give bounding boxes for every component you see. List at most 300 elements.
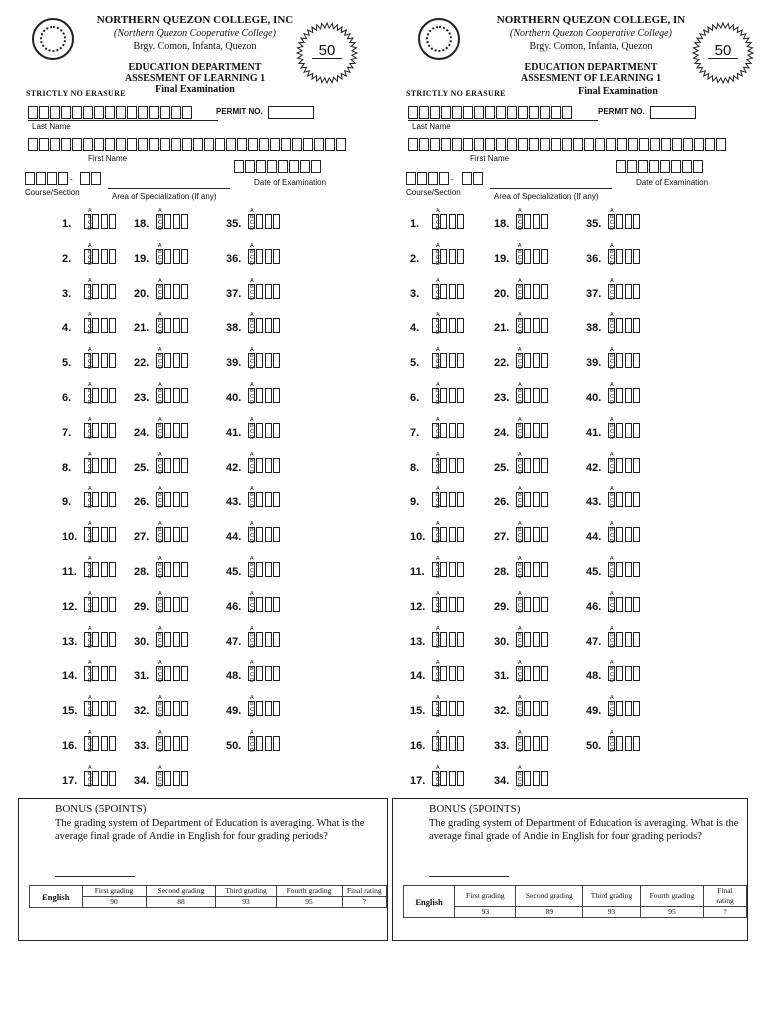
answer-bubble[interactable] [432, 771, 439, 786]
answer-bubble[interactable] [457, 318, 464, 333]
answer-bubble[interactable] [256, 562, 263, 577]
answer-bubble[interactable] [440, 701, 447, 716]
answer-bubble[interactable] [457, 666, 464, 681]
letter-box[interactable] [248, 138, 258, 151]
letter-box[interactable] [638, 160, 648, 173]
answer-bubble[interactable] [616, 458, 623, 473]
answer-bubble[interactable] [164, 318, 171, 333]
answer-bubble[interactable] [457, 562, 464, 577]
answer-bubble[interactable] [432, 318, 439, 333]
letter-box[interactable] [671, 160, 681, 173]
answer-bubble[interactable] [156, 597, 163, 612]
answer-bubble[interactable] [164, 458, 171, 473]
answer-bubble[interactable] [84, 527, 91, 542]
answer-bubble[interactable] [92, 353, 99, 368]
answer-bubble[interactable] [273, 597, 280, 612]
letter-box[interactable] [149, 138, 159, 151]
answer-bubble[interactable] [156, 318, 163, 333]
answer-bubble[interactable] [181, 388, 188, 403]
answer-bubble[interactable] [449, 388, 456, 403]
letter-box[interactable] [50, 106, 60, 119]
answer-bubble[interactable] [432, 527, 439, 542]
answer-bubble[interactable] [256, 492, 263, 507]
answer-bubble[interactable] [633, 423, 640, 438]
answer-bubble[interactable] [533, 492, 540, 507]
answer-bubble[interactable] [181, 666, 188, 681]
answer-bubble[interactable] [541, 423, 548, 438]
answer-bubble[interactable] [164, 423, 171, 438]
answer-bubble[interactable] [265, 597, 272, 612]
letter-box[interactable] [616, 160, 626, 173]
answer-bubble[interactable] [457, 458, 464, 473]
letter-box[interactable] [441, 106, 451, 119]
letter-box[interactable] [160, 138, 170, 151]
answer-bubble[interactable] [156, 284, 163, 299]
answer-bubble[interactable] [432, 632, 439, 647]
answer-bubble[interactable] [616, 388, 623, 403]
answer-bubble[interactable] [109, 492, 116, 507]
answer-bubble[interactable] [164, 492, 171, 507]
answer-bubble[interactable] [633, 214, 640, 229]
answer-bubble[interactable] [608, 527, 615, 542]
answer-bubble[interactable] [101, 284, 108, 299]
answer-bubble[interactable] [84, 492, 91, 507]
answer-bubble[interactable] [533, 284, 540, 299]
answer-bubble[interactable] [440, 423, 447, 438]
answer-bubble[interactable] [101, 597, 108, 612]
letter-box[interactable] [452, 138, 462, 151]
answer-bubble[interactable] [181, 353, 188, 368]
letter-box[interactable] [138, 106, 148, 119]
answer-bubble[interactable] [173, 353, 180, 368]
answer-bubble[interactable] [432, 562, 439, 577]
answer-bubble[interactable] [156, 214, 163, 229]
answer-bubble[interactable] [541, 527, 548, 542]
answer-bubble[interactable] [265, 388, 272, 403]
answer-bubble[interactable] [633, 458, 640, 473]
answer-bubble[interactable] [256, 527, 263, 542]
answer-bubble[interactable] [516, 701, 523, 716]
answer-bubble[interactable] [541, 458, 548, 473]
answer-bubble[interactable] [524, 701, 531, 716]
letter-box[interactable] [281, 138, 291, 151]
answer-bubble[interactable] [92, 562, 99, 577]
answer-bubble[interactable] [608, 214, 615, 229]
letter-box[interactable] [660, 160, 670, 173]
answer-bubble[interactable] [633, 492, 640, 507]
answer-bubble[interactable] [457, 284, 464, 299]
answer-bubble[interactable] [156, 249, 163, 264]
answer-bubble[interactable] [156, 666, 163, 681]
letter-box[interactable] [237, 138, 247, 151]
answer-bubble[interactable] [440, 492, 447, 507]
letter-box[interactable] [716, 138, 726, 151]
answer-bubble[interactable] [92, 701, 99, 716]
letter-box[interactable] [606, 138, 616, 151]
letter-box[interactable] [617, 138, 627, 151]
answer-bubble[interactable] [92, 284, 99, 299]
answer-bubble[interactable] [524, 736, 531, 751]
letter-box[interactable] [267, 160, 277, 173]
answer-bubble[interactable] [273, 284, 280, 299]
answer-bubble[interactable] [616, 492, 623, 507]
letter-box[interactable] [204, 138, 214, 151]
answer-bubble[interactable] [181, 597, 188, 612]
course-boxes[interactable] [406, 172, 450, 185]
answer-bubble[interactable] [432, 701, 439, 716]
answer-bubble[interactable] [633, 562, 640, 577]
answer-bubble[interactable] [256, 214, 263, 229]
answer-bubble[interactable] [156, 353, 163, 368]
answer-bubble[interactable] [164, 249, 171, 264]
answer-bubble[interactable] [608, 562, 615, 577]
answer-bubble[interactable] [516, 666, 523, 681]
answer-bubble[interactable] [256, 597, 263, 612]
answer-bubble[interactable] [432, 388, 439, 403]
answer-bubble[interactable] [625, 458, 632, 473]
letter-box[interactable] [58, 172, 68, 185]
letter-box[interactable] [234, 160, 244, 173]
answer-bubble[interactable] [616, 423, 623, 438]
letter-box[interactable] [28, 138, 38, 151]
letter-box[interactable] [595, 138, 605, 151]
answer-bubble[interactable] [273, 701, 280, 716]
answer-bubble[interactable] [248, 284, 255, 299]
answer-bubble[interactable] [524, 458, 531, 473]
letter-box[interactable] [649, 160, 659, 173]
answer-bubble[interactable] [273, 632, 280, 647]
letter-box[interactable] [683, 138, 693, 151]
answer-bubble[interactable] [533, 771, 540, 786]
answer-bubble[interactable] [440, 318, 447, 333]
answer-bubble[interactable] [181, 492, 188, 507]
answer-bubble[interactable] [432, 284, 439, 299]
letter-box[interactable] [485, 138, 495, 151]
answer-bubble[interactable] [173, 388, 180, 403]
answer-bubble[interactable] [164, 597, 171, 612]
date-boxes[interactable] [616, 160, 704, 173]
answer-bubble[interactable] [524, 318, 531, 333]
answer-bubble[interactable] [608, 458, 615, 473]
answer-bubble[interactable] [109, 562, 116, 577]
letter-box[interactable] [540, 138, 550, 151]
answer-bubble[interactable] [616, 597, 623, 612]
answer-bubble[interactable] [449, 771, 456, 786]
answer-bubble[interactable] [516, 527, 523, 542]
answer-bubble[interactable] [608, 284, 615, 299]
answer-bubble[interactable] [92, 318, 99, 333]
answer-bubble[interactable] [84, 249, 91, 264]
letter-box[interactable] [430, 138, 440, 151]
answer-bubble[interactable] [440, 527, 447, 542]
answer-bubble[interactable] [432, 597, 439, 612]
answer-bubble[interactable] [616, 527, 623, 542]
letter-box[interactable] [72, 138, 82, 151]
answer-bubble[interactable] [109, 736, 116, 751]
answer-bubble[interactable] [248, 701, 255, 716]
answer-bubble[interactable] [533, 423, 540, 438]
answer-bubble[interactable] [457, 492, 464, 507]
answer-bubble[interactable] [524, 562, 531, 577]
answer-bubble[interactable] [156, 458, 163, 473]
answer-bubble[interactable] [608, 666, 615, 681]
answer-bubble[interactable] [156, 701, 163, 716]
letter-box[interactable] [39, 106, 49, 119]
answer-bubble[interactable] [265, 492, 272, 507]
answer-bubble[interactable] [541, 388, 548, 403]
answer-bubble[interactable] [156, 736, 163, 751]
answer-bubble[interactable] [84, 597, 91, 612]
answer-bubble[interactable] [173, 666, 180, 681]
answer-bubble[interactable] [533, 632, 540, 647]
answer-bubble[interactable] [533, 249, 540, 264]
answer-bubble[interactable] [101, 458, 108, 473]
answer-bubble[interactable] [616, 284, 623, 299]
answer-bubble[interactable] [516, 458, 523, 473]
answer-bubble[interactable] [625, 353, 632, 368]
letter-box[interactable] [627, 160, 637, 173]
answer-bubble[interactable] [256, 458, 263, 473]
answer-bubble[interactable] [440, 458, 447, 473]
answer-bubble[interactable] [265, 353, 272, 368]
letter-box[interactable] [628, 138, 638, 151]
answer-bubble[interactable] [84, 318, 91, 333]
answer-bubble[interactable] [101, 666, 108, 681]
answer-bubble[interactable] [457, 701, 464, 716]
answer-bubble[interactable] [181, 771, 188, 786]
answer-bubble[interactable] [273, 736, 280, 751]
answer-bubble[interactable] [516, 736, 523, 751]
letter-box[interactable] [562, 106, 572, 119]
letter-box[interactable] [496, 138, 506, 151]
answer-bubble[interactable] [181, 736, 188, 751]
answer-bubble[interactable] [516, 318, 523, 333]
answer-bubble[interactable] [109, 388, 116, 403]
answer-bubble[interactable] [92, 666, 99, 681]
answer-bubble[interactable] [449, 249, 456, 264]
answer-bubble[interactable] [84, 562, 91, 577]
answer-bubble[interactable] [633, 736, 640, 751]
answer-bubble[interactable] [541, 632, 548, 647]
answer-bubble[interactable] [181, 249, 188, 264]
answer-bubble[interactable] [449, 318, 456, 333]
letter-box[interactable] [694, 138, 704, 151]
answer-bubble[interactable] [273, 388, 280, 403]
answer-bubble[interactable] [181, 423, 188, 438]
answer-bubble[interactable] [173, 492, 180, 507]
answer-bubble[interactable] [173, 597, 180, 612]
answer-bubble[interactable] [109, 527, 116, 542]
answer-bubble[interactable] [101, 736, 108, 751]
answer-bubble[interactable] [101, 632, 108, 647]
answer-bubble[interactable] [524, 284, 531, 299]
letter-box[interactable] [518, 106, 528, 119]
answer-bubble[interactable] [449, 214, 456, 229]
answer-bubble[interactable] [181, 284, 188, 299]
answer-line[interactable] [55, 876, 135, 877]
answer-bubble[interactable] [541, 318, 548, 333]
answer-bubble[interactable] [273, 666, 280, 681]
letter-box[interactable] [463, 106, 473, 119]
answer-bubble[interactable] [440, 353, 447, 368]
answer-bubble[interactable] [524, 249, 531, 264]
answer-bubble[interactable] [248, 388, 255, 403]
answer-bubble[interactable] [633, 353, 640, 368]
first-name-boxes[interactable] [28, 138, 347, 151]
answer-bubble[interactable] [524, 666, 531, 681]
letter-box[interactable] [439, 172, 449, 185]
answer-bubble[interactable] [616, 701, 623, 716]
answer-bubble[interactable] [524, 353, 531, 368]
permit-field[interactable] [268, 106, 314, 119]
answer-bubble[interactable] [265, 632, 272, 647]
answer-bubble[interactable] [449, 597, 456, 612]
answer-bubble[interactable] [248, 562, 255, 577]
letter-box[interactable] [25, 172, 35, 185]
answer-bubble[interactable] [181, 214, 188, 229]
answer-bubble[interactable] [265, 284, 272, 299]
letter-box[interactable] [551, 106, 561, 119]
letter-box[interactable] [278, 160, 288, 173]
answer-bubble[interactable] [633, 666, 640, 681]
letter-box[interactable] [408, 106, 418, 119]
answer-bubble[interactable] [541, 701, 548, 716]
answer-bubble[interactable] [273, 458, 280, 473]
letter-box[interactable] [105, 106, 115, 119]
answer-bubble[interactable] [92, 771, 99, 786]
letter-box[interactable] [474, 138, 484, 151]
answer-bubble[interactable] [265, 458, 272, 473]
answer-bubble[interactable] [109, 284, 116, 299]
answer-bubble[interactable] [248, 214, 255, 229]
answer-bubble[interactable] [181, 632, 188, 647]
answer-bubble[interactable] [256, 736, 263, 751]
letter-box[interactable] [182, 106, 192, 119]
letter-box[interactable] [83, 138, 93, 151]
answer-bubble[interactable] [533, 458, 540, 473]
answer-bubble[interactable] [273, 353, 280, 368]
letter-box[interactable] [417, 172, 427, 185]
letter-box[interactable] [94, 106, 104, 119]
answer-bubble[interactable] [256, 632, 263, 647]
answer-bubble[interactable] [457, 388, 464, 403]
letter-box[interactable] [540, 106, 550, 119]
letter-box[interactable] [245, 160, 255, 173]
answer-bubble[interactable] [164, 666, 171, 681]
answer-bubble[interactable] [633, 527, 640, 542]
answer-bubble[interactable] [625, 284, 632, 299]
letter-box[interactable] [138, 138, 148, 151]
answer-bubble[interactable] [616, 666, 623, 681]
answer-bubble[interactable] [457, 597, 464, 612]
section-boxes[interactable] [80, 172, 102, 185]
letter-box[interactable] [518, 138, 528, 151]
answer-bubble[interactable] [109, 701, 116, 716]
letter-box[interactable] [507, 106, 517, 119]
answer-bubble[interactable] [92, 492, 99, 507]
answer-bubble[interactable] [248, 632, 255, 647]
answer-bubble[interactable] [432, 353, 439, 368]
letter-box[interactable] [551, 138, 561, 151]
answer-bubble[interactable] [248, 597, 255, 612]
answer-bubble[interactable] [256, 318, 263, 333]
answer-bubble[interactable] [616, 318, 623, 333]
letter-box[interactable] [496, 106, 506, 119]
answer-bubble[interactable] [633, 318, 640, 333]
answer-bubble[interactable] [533, 562, 540, 577]
answer-bubble[interactable] [608, 701, 615, 716]
answer-bubble[interactable] [616, 736, 623, 751]
answer-bubble[interactable] [164, 771, 171, 786]
answer-bubble[interactable] [84, 701, 91, 716]
answer-bubble[interactable] [173, 214, 180, 229]
answer-bubble[interactable] [608, 318, 615, 333]
answer-bubble[interactable] [625, 492, 632, 507]
answer-bubble[interactable] [541, 492, 548, 507]
answer-bubble[interactable] [92, 632, 99, 647]
answer-bubble[interactable] [156, 388, 163, 403]
answer-bubble[interactable] [516, 249, 523, 264]
answer-bubble[interactable] [524, 597, 531, 612]
letter-box[interactable] [430, 106, 440, 119]
answer-bubble[interactable] [84, 458, 91, 473]
letter-box[interactable] [94, 138, 104, 151]
letter-box[interactable] [80, 172, 90, 185]
letter-box[interactable] [300, 160, 310, 173]
letter-box[interactable] [474, 106, 484, 119]
letter-box[interactable] [639, 138, 649, 151]
answer-bubble[interactable] [516, 562, 523, 577]
answer-bubble[interactable] [256, 423, 263, 438]
answer-bubble[interactable] [101, 492, 108, 507]
answer-line[interactable] [429, 876, 509, 877]
answer-bubble[interactable] [449, 632, 456, 647]
answer-bubble[interactable] [156, 527, 163, 542]
answer-bubble[interactable] [265, 214, 272, 229]
letter-box[interactable] [529, 138, 539, 151]
letter-box[interactable] [485, 106, 495, 119]
answer-bubble[interactable] [101, 423, 108, 438]
answer-bubble[interactable] [248, 666, 255, 681]
answer-bubble[interactable] [181, 318, 188, 333]
answer-bubble[interactable] [533, 353, 540, 368]
answer-bubble[interactable] [173, 318, 180, 333]
answer-bubble[interactable] [173, 423, 180, 438]
answer-bubble[interactable] [516, 388, 523, 403]
answer-bubble[interactable] [533, 736, 540, 751]
answer-bubble[interactable] [109, 318, 116, 333]
answer-bubble[interactable] [248, 249, 255, 264]
letter-box[interactable] [562, 138, 572, 151]
answer-bubble[interactable] [173, 562, 180, 577]
answer-bubble[interactable] [524, 771, 531, 786]
answer-bubble[interactable] [541, 284, 548, 299]
answer-bubble[interactable] [625, 214, 632, 229]
answer-bubble[interactable] [533, 388, 540, 403]
answer-bubble[interactable] [164, 736, 171, 751]
answer-bubble[interactable] [92, 736, 99, 751]
answer-bubble[interactable] [457, 249, 464, 264]
answer-bubble[interactable] [109, 249, 116, 264]
answer-bubble[interactable] [457, 353, 464, 368]
answer-bubble[interactable] [625, 701, 632, 716]
answer-bubble[interactable] [449, 666, 456, 681]
letter-box[interactable] [91, 172, 101, 185]
answer-bubble[interactable] [541, 736, 548, 751]
letter-box[interactable] [463, 138, 473, 151]
answer-bubble[interactable] [164, 527, 171, 542]
answer-bubble[interactable] [156, 562, 163, 577]
